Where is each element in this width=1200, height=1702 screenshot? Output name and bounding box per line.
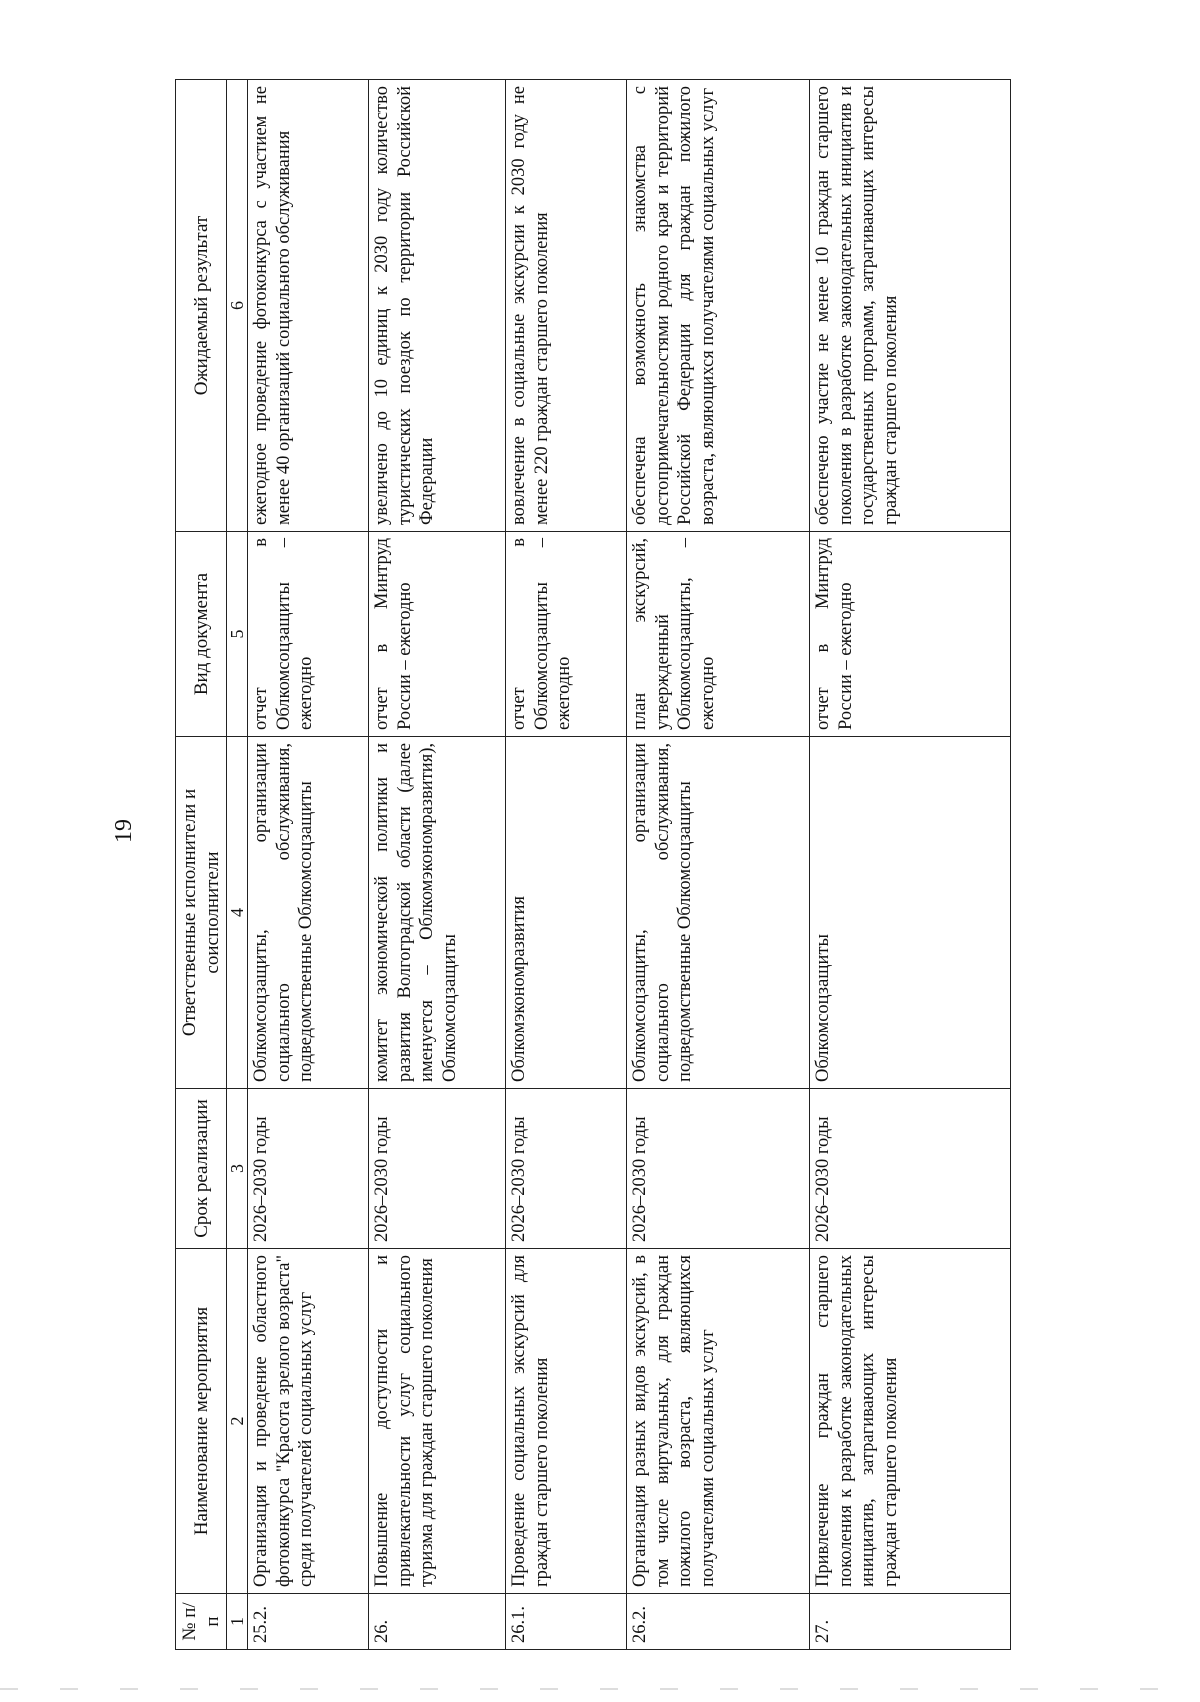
row-term: 2026–2030 годы bbox=[248, 1089, 369, 1249]
header-executors: Ответственные исполнители и соисполнители bbox=[176, 737, 227, 1089]
header-name: Наименование мероприятия bbox=[176, 1249, 227, 1594]
table-row bbox=[506, 80, 627, 1650]
header-row bbox=[176, 80, 227, 1650]
row-executors: Облкомсоцзащиты bbox=[810, 737, 1011, 1089]
header-document: Вид документа bbox=[176, 532, 227, 737]
row-number: 26.2. bbox=[627, 1594, 810, 1650]
scan-artifact-line bbox=[0, 1688, 1200, 1690]
row-term: 2026–2030 годы bbox=[506, 1089, 627, 1249]
column-number: 3 bbox=[227, 1089, 248, 1249]
row-term: 2026–2030 годы bbox=[810, 1089, 1011, 1249]
row-executors: Облкомэкономразвития bbox=[506, 737, 627, 1089]
row-name: Организация и проведение областного фотоконкурса "Красота зрелого возраста" среди получателей социальных услуг bbox=[248, 1249, 369, 1594]
table-row bbox=[248, 80, 369, 1650]
row-term: 2026–2030 годы bbox=[627, 1089, 810, 1249]
row-document: отчет в Минтруд России – ежегодно bbox=[810, 532, 1011, 737]
rotated-table-container bbox=[175, 80, 1039, 1650]
row-executors: Облкомсоцзащиты, организации социального обслуживания, подведомственные Облкомсоцзащиты bbox=[248, 737, 369, 1089]
row-result: вовлечение в социальные экскурсии к 2030 году не менее 220 граждан старшего поколения bbox=[506, 80, 627, 532]
header-term: Срок реализации bbox=[176, 1089, 227, 1249]
header-result: Ожидаемый результат bbox=[176, 80, 227, 532]
column-number-row bbox=[227, 80, 248, 1650]
table-row bbox=[369, 80, 506, 1650]
row-number: 27. bbox=[810, 1594, 1011, 1650]
row-executors: Облкомсоцзащиты, организации социального обслуживания, подведомственные Облкомсоцзащиты bbox=[627, 737, 810, 1089]
row-document: отчет в Облкомсоцзащиты – ежегодно bbox=[506, 532, 627, 737]
events-table bbox=[175, 79, 1011, 1650]
row-result: увеличено до 10 единиц к 2030 году количество туристических поездок по территории Российской Федерации bbox=[369, 80, 506, 532]
row-name: Организация разных видов экскурсий, в том числе виртуальных, для граждан пожилого возраста, являющихся получателями социальных услуг bbox=[627, 1249, 810, 1594]
row-document: отчет в Облкомсоцзащиты – ежегодно bbox=[248, 532, 369, 737]
row-number: 26.1. bbox=[506, 1594, 627, 1650]
row-executors: комитет экономической политики и развития Волгоградской области (далее именуется – Облкомэкономразвития), Облкомсоцзащиты bbox=[369, 737, 506, 1089]
row-document: план экскурсий, утвержденный Облкомсоцзащиты, – ежегодно bbox=[627, 532, 810, 737]
row-result: обеспечена возможность знакомства с достопримечательностями родного края и территорий Российской Федерации для граждан пожилого возраста, являющихся получателями социальных услуг bbox=[627, 80, 810, 532]
column-number: 4 bbox=[227, 737, 248, 1089]
column-number: 1 bbox=[227, 1594, 248, 1650]
column-number: 5 bbox=[227, 532, 248, 737]
row-document: отчет в Минтруд России – ежегодно bbox=[369, 532, 506, 737]
table-row bbox=[627, 80, 810, 1650]
row-name: Проведение социальных экскурсий для граждан старшего поколения bbox=[506, 1249, 627, 1594]
column-number: 6 bbox=[227, 80, 248, 532]
row-name: Привлечение граждан старшего поколения к разработке законодательных инициатив, затрагивающих интересы граждан старшего поколения bbox=[810, 1249, 1011, 1594]
table-row bbox=[810, 80, 1011, 1650]
header-number: № п/п bbox=[176, 1594, 227, 1650]
page-number: 19 bbox=[111, 819, 137, 843]
column-number: 2 bbox=[227, 1249, 248, 1594]
row-number: 25.2. bbox=[248, 1594, 369, 1650]
row-result: обеспечено участие не менее 10 граждан старшего поколения в разработке законодательных инициатив и государственных программ, затрагивающих интересы граждан старшего поколения bbox=[810, 80, 1011, 532]
row-number: 26. bbox=[369, 1594, 506, 1650]
row-term: 2026–2030 годы bbox=[369, 1089, 506, 1249]
row-result: ежегодное проведение фотоконкурса с участием не менее 40 организаций социального обслуживания bbox=[248, 80, 369, 532]
row-name: Повышение доступности и привлекательности услуг социального туризма для граждан старшего поколения bbox=[369, 1249, 506, 1594]
